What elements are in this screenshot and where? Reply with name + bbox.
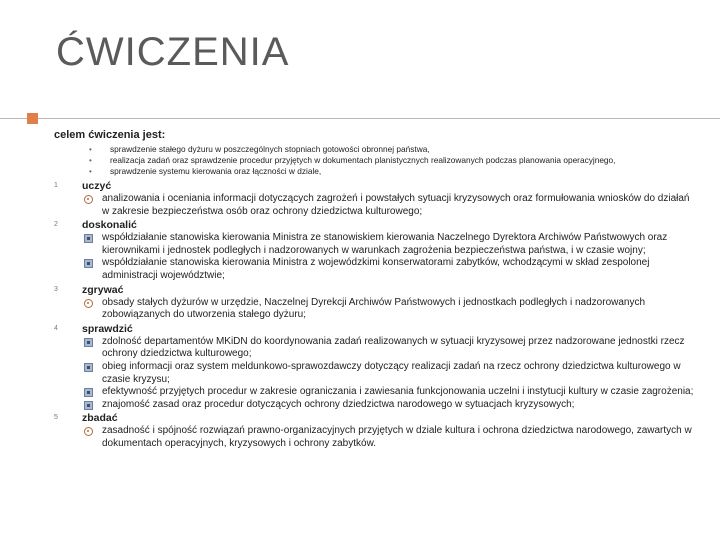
item-number: 1 [54, 182, 58, 189]
item-points [82, 297, 694, 322]
item-point [82, 193, 694, 218]
objective-item [54, 283, 694, 322]
intro-point-text: sprawdzenie stałego dyżuru w poszczególnych stopniach gotowości obronnej państwa, [110, 144, 430, 154]
intro-point-text: realizacja zadań oraz sprawdzenie procedur przyjętych w dokumentach planistycznych realizowanych podczas planowania operacyjnego, [110, 155, 616, 165]
item-point-text: znajomość zasad oraz procedur dotyczących ochrony dziedzictwa narodowego w sytuacjach kryzysowych; [102, 398, 575, 410]
item-number: 2 [54, 221, 58, 229]
item-point-text: efektywność przyjętych procedur w zakresie ograniczania i zawiesania funkcjonowania uczelni i instytucji kultury w czasie zagrożenia; [102, 386, 694, 398]
objective-item [54, 411, 694, 450]
item-point-text: obieg informacji oraz system meldunkowo-sprawozdawczy dotyczący realizacji zadań na rzecz ochrony dziedzictwa kulturowego w czasie kryzysu; [102, 360, 681, 385]
dot-bullet-icon: • [89, 145, 92, 154]
circle-bullet-icon [84, 427, 93, 436]
lead-text: celem ćwiczenia jest: [54, 129, 166, 141]
objective-item [54, 179, 694, 218]
item-number: 3 [54, 285, 58, 293]
circle-bullet-icon [84, 299, 93, 308]
square-bullet-icon [84, 363, 93, 372]
item-point [82, 399, 694, 412]
item-point [82, 297, 694, 322]
square-bullet-icon [84, 401, 93, 410]
item-number: 4 [54, 324, 58, 332]
item-heading: sprawdzić [82, 322, 133, 335]
item-point-text: obsady stałych dyżurów w urzędzie, Naczelnej Dyrekcji Archiwów Państwowych i jednostkach podległych i nadzorowanych zobowiązanych do utworzenia stałego dyżuru; [102, 296, 646, 321]
intro-point-text: sprawdzenie systemu kierowania oraz łączności w dziale, [110, 166, 322, 176]
item-point-text: współdziałanie stanowiska kierowania Ministra ze stanowiskiem kierowania Naczelnego Dyrektora Archiwów Państwowych oraz kierownikami i jednostek podległych i nadzorowanych w warunkach zagrożenia bezpieczeństwa państwa, i w czasie wojny; [102, 232, 668, 256]
intro-point [54, 155, 694, 166]
objective-item [54, 218, 694, 282]
item-point [82, 257, 694, 282]
item-point-text: analizowania i oceniania informacji dotyczących zagrożeń i powstałych sytuacji kryzysowych oraz formułowania wniosków do działań w zakresie bezpieczeństwa osób oraz ochrony dziedzictwa kulturowego; [102, 193, 690, 217]
square-bullet-icon [84, 259, 93, 268]
accent-square [27, 113, 38, 124]
item-number: 5 [54, 414, 58, 422]
item-point-text: współdziałanie stanowiska kierowania Ministra z wojewódzkimi konserwatorami zabytków, wchodzącymi w skład zespolonej administracji województwie; [102, 257, 650, 281]
item-point [82, 425, 694, 450]
title-divider [0, 118, 720, 119]
circle-bullet-icon [84, 195, 93, 204]
objectives-list [54, 179, 694, 451]
item-heading: zbadać [82, 412, 118, 425]
item-point [82, 232, 694, 257]
item-heading: uczyć [82, 180, 112, 192]
item-point [82, 336, 694, 361]
item-points [82, 425, 694, 450]
item-heading: zgrywać [82, 283, 124, 296]
item-point [82, 361, 694, 386]
slide-content [54, 129, 694, 451]
item-heading: doskonalić [82, 219, 137, 232]
item-point-text: zasadność i spójność rozwiązań prawno-organizacyjnych przyjętych w dziale kultura i ochrona dziedzictwa narodowego, zawartych w dokumentach operacyjnych, kryzysowych i ochrony zabytków. [102, 425, 692, 449]
item-points [82, 336, 694, 412]
item-point [82, 386, 694, 399]
intro-list [54, 144, 694, 177]
dot-bullet-icon: • [89, 156, 92, 165]
dot-bullet-icon: • [89, 167, 92, 176]
item-points [82, 193, 694, 218]
intro-point [54, 166, 694, 177]
square-bullet-icon [84, 338, 93, 347]
item-point-text: zdolność departamentów MKiDN do koordynowania zadań realizowanych w sytuacji kryzysowej przez nadzorowane jednostki rzecz ochrony dziedzictwa kulturowego; [102, 335, 685, 360]
item-points [82, 232, 694, 282]
square-bullet-icon [84, 388, 93, 397]
slide-title: ĆWICZENIA [56, 30, 290, 74]
square-bullet-icon [84, 234, 93, 243]
objective-item [54, 322, 694, 412]
intro-point [54, 144, 694, 155]
